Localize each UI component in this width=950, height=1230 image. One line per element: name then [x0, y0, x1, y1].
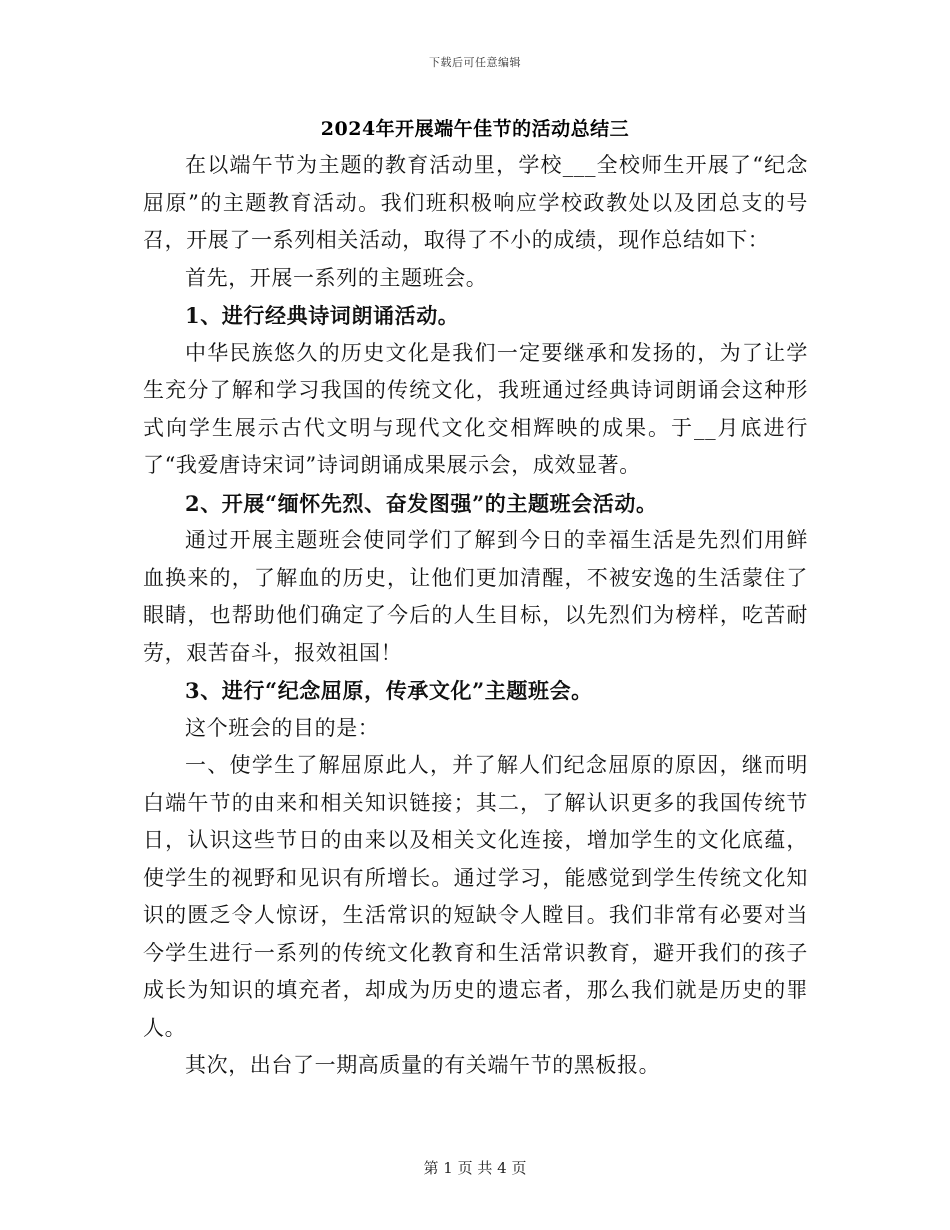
paragraph-intro: 在以端午节为主题的教育活动里，学校___全校师生开展了“纪念屈原”的主题教育活动。我们班积极响应学校政教处以及团总支的号召，开展了一系列相关活动，取得了不小的成绩，现作总结如下：: [143, 153, 808, 252]
section-heading-1: 1、进行经典诗词朗诵活动。: [185, 303, 460, 328]
paragraph-first-point: 首先，开展一系列的主题班会。: [185, 265, 488, 290]
paragraph-martyrs-meeting: 通过开展主题班会使同学们了解到今日的幸福生活是先烈们用鲜血换来的，了解血的历史，让他们更加清醒，不被安逸的生活蒙住了眼睛，也帮助他们确定了今后的人生目标，以先烈们为榜样，吃苦耐劳，艰苦奋斗，报效祖国！: [143, 528, 808, 665]
document-title: 2024年开展端午佳节的活动总结三: [320, 118, 630, 140]
paragraph-poetry-recital: 中华民族悠久的历史文化是我们一定要继承和发扬的，为了让学生充分了解和学习我国的传统文化，我班通过经典诗词朗诵会这种形式向学生展示古代文明与现代文化交相辉映的成果。于__月底进行了“我爱唐诗宋词”诗词朗诵成果展示会，成效显著。: [143, 340, 808, 477]
document-body: [143, 147, 808, 1085]
section-heading-3: 3、进行“纪念屈原，传承文化”主题班会。: [185, 678, 593, 703]
paragraph-blackboard: 其次，出台了一期高质量的有关端午节的黑板报。: [185, 1053, 661, 1077]
page-header-note: 下载后可任意编辑: [429, 56, 521, 69]
section-heading-2: 2、开展“缅怀先烈、奋发图强”的主题班会活动。: [185, 490, 658, 516]
page-number-footer: 第 1 页 共 4 页: [423, 1159, 527, 1177]
paragraph-meeting-purpose: 这个班会的目的是：: [185, 715, 380, 740]
paragraph-purpose-details: 一、使学生了解屈原此人，并了解人们纪念屈原的原因，继而明白端午节的由来和相关知识链接；其二，了解认识更多的我国传统节日，认识这些节日的由来以及相关文化连接，增加学生的文化底蕴，使学生的视野和见识有所增长。通过学习，能感觉到学生传统文化知识的匮乏令人惊讶，生活常识的短缺令人瞠目。我们非常有必要对当今学生进行一系列的传统文化教育和生活常识教育，避开我们的孩子成长为知识的填充者，却成为历史的遗忘者，那么我们就是历史的罪人。: [143, 753, 808, 1040]
